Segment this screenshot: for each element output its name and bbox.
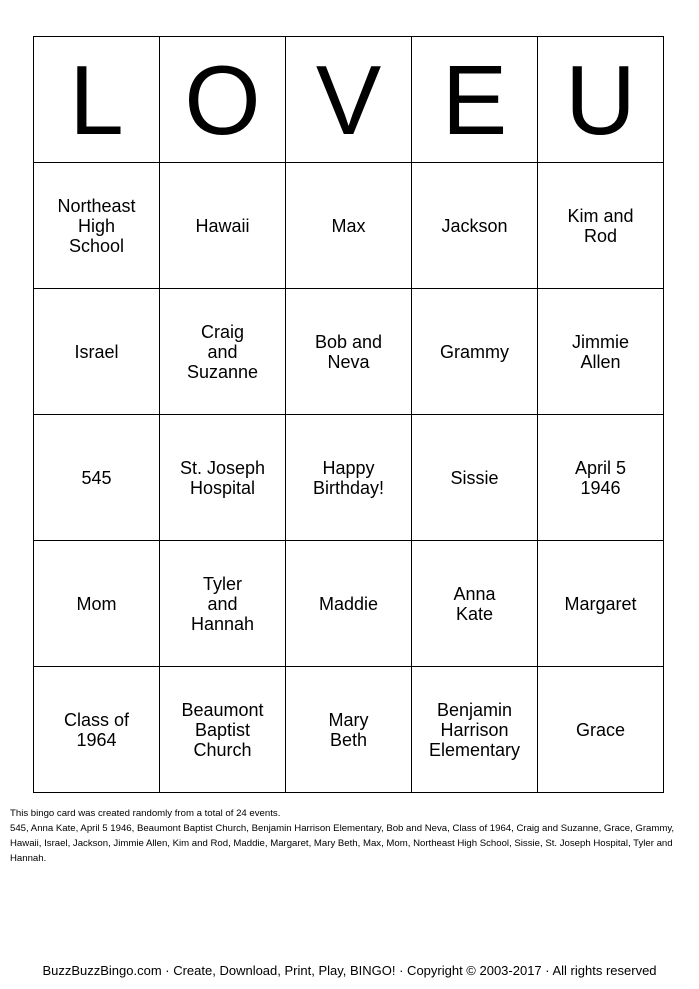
card-row [34, 541, 664, 667]
card-cell: Jimmie Allen [538, 289, 664, 415]
bingo-card [33, 36, 664, 793]
card-cell: Grace [538, 667, 664, 793]
card-row [34, 667, 664, 793]
card-cell: Northeast High School [34, 163, 160, 289]
events-total-text: This bingo card was created randomly from a total of 24 events. [10, 808, 281, 819]
card-cell: Sissie [412, 415, 538, 541]
card-cell: 545 [34, 415, 160, 541]
card-cell: April 5 1946 [538, 415, 664, 541]
card-cell: Mary Beth [286, 667, 412, 793]
card-cell: Hawaii [160, 163, 286, 289]
card-cell: Jackson [412, 163, 538, 289]
card-cell: Max [286, 163, 412, 289]
card-cell: Class of 1964 [34, 667, 160, 793]
card-cell: Maddie [286, 541, 412, 667]
card-cell: Kim and Rod [538, 163, 664, 289]
card-cell: Israel [34, 289, 160, 415]
card-cell: Craig and Suzanne [160, 289, 286, 415]
header-letter: O [160, 37, 286, 163]
card-cell: Beaumont Baptist Church [160, 667, 286, 793]
card-cell: Tyler and Hannah [160, 541, 286, 667]
card-description [10, 806, 690, 866]
card-row [34, 289, 664, 415]
card-cell: Margaret [538, 541, 664, 667]
header-row [34, 37, 664, 163]
header-letter: U [538, 37, 664, 163]
card-cell: Benjamin Harrison Elementary [412, 667, 538, 793]
card-cell: Mom [34, 541, 160, 667]
card-cell: Grammy [412, 289, 538, 415]
footer-text: BuzzBuzzBingo.com · Create, Download, Print, Play, BINGO! · Copyright © 2003-2017 · All rights reserved [42, 963, 657, 978]
card-cell: Anna Kate [412, 541, 538, 667]
card-cell: Bob and Neva [286, 289, 412, 415]
card-row [34, 163, 664, 289]
header-letter: E [412, 37, 538, 163]
header-letter: V [286, 37, 412, 163]
card-cell: St. Joseph Hospital [160, 415, 286, 541]
events-list-text: 545, Anna Kate, April 5 1946, Beaumont Baptist Church, Benjamin Harrison Elementary, Bob and Neva, Class of 1964, Craig and Suzanne, Grace, Grammy, Hawaii, Israel, Jackson, Jimmie Allen, Kim and Rod, Maddie, Margaret, Mary Beth, Max, Mom, Northeast High School, Sissie, St. Joseph Hospital, Tyler and Hannah. [10, 823, 675, 864]
card-cell: Happy Birthday! [286, 415, 412, 541]
card-row [34, 415, 664, 541]
header-letter: L [34, 37, 160, 163]
